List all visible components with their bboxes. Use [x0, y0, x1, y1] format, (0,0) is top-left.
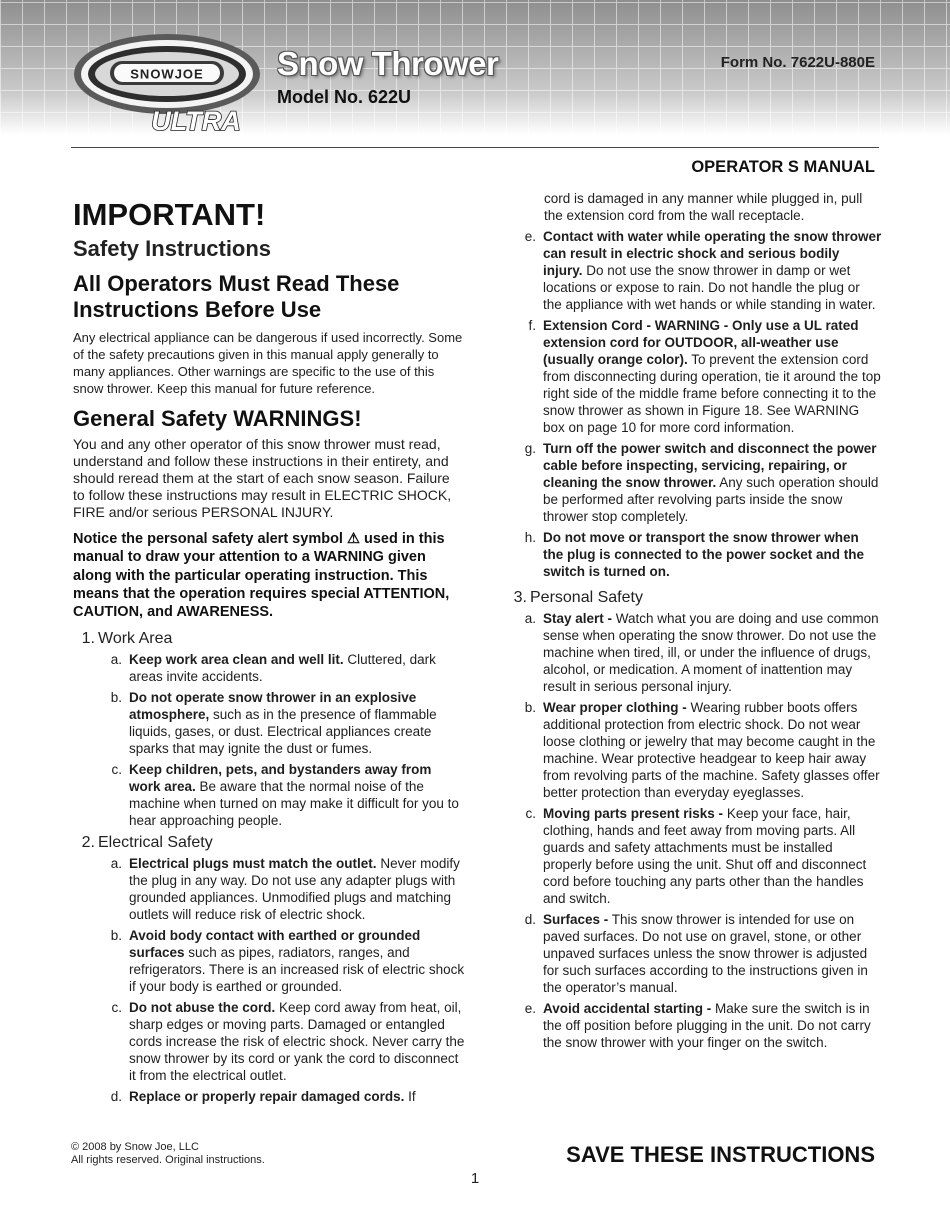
- item-bold-lead: Extension Cord - WARNING - Only use a UL rated extension cord for OUTDOOR, all-weather use (usually orange color).: [543, 318, 859, 367]
- section-electrical-safety-continued: [510, 228, 882, 580]
- item-body: Make sure the switch is in the off position before plugging in the unit. Do not carry the snow thrower with your finger on the switch.: [543, 1001, 871, 1050]
- item-bold-lead: Avoid accidental starting -: [543, 1001, 712, 1016]
- general-warnings-heading: General Safety WARNINGS!: [73, 406, 362, 431]
- item-letter: a.: [110, 856, 122, 872]
- section-personal-safety: [510, 588, 882, 1051]
- list-item: [520, 805, 882, 907]
- list-item: [520, 699, 882, 801]
- item-bold-lead: Do not move or transport the snow thrower when the plug is connected to the power socket and the switch is turned on.: [543, 530, 865, 579]
- form-number: Form No. 7622U-880E: [720, 54, 875, 71]
- item-text: [543, 699, 882, 801]
- item-letter: d.: [524, 912, 536, 927]
- item-bold-lead: Stay alert -: [543, 611, 613, 626]
- manual-label: OPERATOR S MANUAL: [691, 158, 875, 176]
- copyright-line-2: All rights reserved. Original instructions.: [71, 1154, 265, 1166]
- item-letter: f.: [528, 318, 536, 333]
- item-bold-lead: Electrical plugs must match the outlet.: [129, 856, 377, 872]
- item-text: [129, 927, 465, 995]
- item-letter: c.: [111, 1000, 122, 1016]
- list-item: [520, 228, 882, 313]
- item-text: [543, 911, 882, 996]
- list-item: [106, 1088, 465, 1105]
- item-letter: b.: [110, 928, 122, 944]
- item-letter: d.: [110, 1089, 122, 1105]
- item-body: Be aware that the normal noise of the machine when turned on may make it difficult for you to hear approaching people.: [129, 779, 459, 829]
- item-bold-lead: Keep work area clean and well lit.: [129, 652, 344, 668]
- item-text: [543, 529, 882, 580]
- list-item: [106, 999, 465, 1084]
- item-letter: c.: [111, 762, 122, 778]
- item-text: [129, 689, 465, 757]
- item-body: Never modify the plug in any way. Do not use any adapter plugs with grounded appliances. Unmodified plugs and matching outlets will reduce risk of electric shock.: [129, 856, 460, 923]
- list-item: [106, 761, 465, 829]
- item-body: This snow thrower is intended for use on paved surfaces. Do not use on gravel, stone, or other unpaved surfaces unless the snow thrower is adjusted for such surfaces according to the instructions given in the operator’s manual.: [543, 912, 868, 995]
- copyright: [71, 1141, 265, 1167]
- item-body: Watch what you are doing and use common sense when operating the snow thrower. Do not use the machine when tired, ill, or under the influence of drugs, alcohol, or medication. A moment of inattention may result in serious personal injury.: [543, 611, 879, 694]
- item-letter: h.: [524, 530, 536, 545]
- item-body: Cluttered, dark areas invite accidents.: [129, 652, 436, 685]
- list-item: [520, 317, 882, 436]
- header-divider: [71, 147, 879, 148]
- item-bold-lead: Wear proper clothing -: [543, 700, 687, 715]
- item-body: Keep cord away from heat, oil, sharp edges or moving parts. Damaged or entangled cords increase the risk of electric shock. Never carry the snow thrower by its cord or yank the cord to disconnect it from the electrical outlet.: [129, 1000, 465, 1084]
- list-item: [520, 610, 882, 695]
- list-item: [106, 927, 465, 995]
- section-items: [520, 610, 882, 1051]
- item-body: Keep your face, hair, clothing, hands and feet away from moving parts. All guards and safety attachments must be installed properly before using the unit. Shut off and disconnect cord before touching any parts other than the handles and switch.: [543, 806, 867, 906]
- item-body: Wearing rubber boots offers additional protection from electric shock. Do not wear loose clothing or jewelry that may become caught in the machine. Wear protective headgear to keep hair away from revolving parts of the machine. Safety glasses offer better protection than everyday eyeglasses.: [543, 700, 880, 800]
- snowjoe-ultra-logo: [70, 28, 265, 138]
- item-text: [129, 651, 465, 685]
- item-body: such as pipes, radiators, ranges, and refrigerators. There is an increased risk of electric shock if your body is earthed or grounded.: [129, 945, 465, 995]
- item-bold-lead: Contact with water while operating the snow thrower can result in electric shock and serious bodily injury.: [543, 229, 882, 278]
- item-body: If: [404, 1089, 416, 1105]
- section-title: Work Area: [98, 630, 173, 648]
- list-item: [520, 440, 882, 525]
- item-text: [129, 855, 465, 923]
- left-column: [73, 198, 465, 1109]
- list-item: [520, 911, 882, 996]
- section-electrical-safety: [73, 833, 465, 1105]
- general-warnings-text: You and any other operator of this snow thrower must read, understand and follow these instructions in their entirety, and should reread them at the start of each snow season. Failure to follow these instructions may result in ELECTRIC SHOCK, FIRE and/or serious PERSONAL INJURY.: [73, 436, 452, 520]
- logo-brand-bottom: ULTRA: [151, 106, 241, 136]
- list-item: [106, 689, 465, 757]
- item-bold-lead: Turn off the power switch and disconnect the power cable before inspecting, servicing, repairing, or cleaning the snow thrower.: [543, 441, 877, 490]
- save-instructions: SAVE THESE INSTRUCTIONS: [566, 1142, 875, 1167]
- section-number: 1.: [81, 630, 95, 648]
- item-text: [543, 440, 882, 525]
- item-text: [129, 999, 465, 1084]
- item-text: [543, 317, 882, 436]
- item-text: [129, 761, 465, 829]
- item-letter: a.: [110, 652, 122, 668]
- item-letter: e.: [524, 1001, 536, 1016]
- item-bold-lead: Do not operate snow thrower in an explosive atmosphere,: [129, 690, 417, 723]
- page-number: 1: [470, 1170, 480, 1187]
- item-body: To prevent the extension cord from disconnecting during operation, tie it around the top right side of the middle frame before connecting it to the snow thrower as shown in Figure 18. See WARNING box on page 10 for more cord information.: [543, 352, 881, 435]
- item-body: Any such operation should be performed after revolving parts inside the snow thrower stop completely.: [543, 475, 879, 524]
- item-bold-lead: Surfaces -: [543, 912, 609, 927]
- item-letter: b.: [524, 700, 536, 715]
- section-title: Personal Safety: [530, 589, 643, 606]
- item-text: [129, 1088, 465, 1105]
- item-letter: c.: [525, 806, 536, 821]
- section-number: 3.: [513, 589, 527, 606]
- important-heading: IMPORTANT!: [73, 197, 266, 232]
- safety-instructions-heading: Safety Instructions: [73, 236, 272, 261]
- item-letter: e.: [524, 229, 536, 244]
- copyright-line-1: © 2008 by Snow Joe, LLC: [71, 1141, 199, 1153]
- list-item: [520, 1000, 882, 1051]
- right-column: [510, 190, 882, 1055]
- section-number: 2.: [81, 834, 95, 852]
- model-number: Model No. 622U: [277, 87, 412, 107]
- section-items: [106, 855, 465, 1105]
- section-items: [106, 651, 465, 829]
- item-letter: g.: [524, 441, 536, 456]
- item-bold-lead: Replace or properly repair damaged cords.: [129, 1089, 405, 1105]
- item-text: [543, 1000, 882, 1051]
- logo-brand-top: SNOWJOE: [130, 66, 204, 82]
- item-letter: b.: [110, 690, 122, 706]
- section-title: Electrical Safety: [98, 834, 213, 852]
- item-text: [543, 228, 882, 313]
- product-title: Snow Thrower: [277, 45, 499, 82]
- intro-paragraph: Any electrical appliance can be dangerous if used incorrectly. Some of the safety precautions given in this manual apply generally to many appliances. Other warnings are specific to the use of this snow thrower. Keep this manual for future reference.: [73, 330, 463, 396]
- item-letter: a.: [524, 611, 536, 626]
- list-item: [106, 855, 465, 923]
- list-item: [106, 651, 465, 685]
- continued-text: cord is damaged in any manner while plugged in, pull the extension cord from the wall receptacle.: [544, 191, 863, 223]
- item-bold-lead: Moving parts present risks -: [543, 806, 724, 821]
- section-work-area: [73, 629, 465, 829]
- all-operators-heading: All Operators Must Read These Instructions Before Use: [73, 271, 400, 322]
- item-text: [543, 610, 882, 695]
- item-body: Do not use the snow thrower in damp or wet locations or expose to rain. Do not handle the plug or the appliance with wet hands or while standing in water.: [543, 263, 876, 312]
- item-bold-lead: Do not abuse the cord.: [129, 1000, 276, 1016]
- safety-alert-notice: Notice the personal safety alert symbol ⚠ used in this manual to draw your attention to a WARNING given along with the particular operating instruction. This means that the operation requires special ATTENTION, CAUTION, and AWARENESS.: [73, 531, 450, 621]
- item-bold-lead: Avoid body contact with earthed or grounded surfaces: [129, 928, 421, 961]
- section-items: [520, 228, 882, 580]
- item-body: such as in the presence of flammable liquids, gases, or dust. Electrical appliances create sparks that may ignite the dust or fumes.: [129, 707, 437, 757]
- item-text: [543, 805, 882, 907]
- list-item: [520, 529, 882, 580]
- item-bold-lead: Keep children, pets, and bystanders away from work area.: [129, 762, 432, 795]
